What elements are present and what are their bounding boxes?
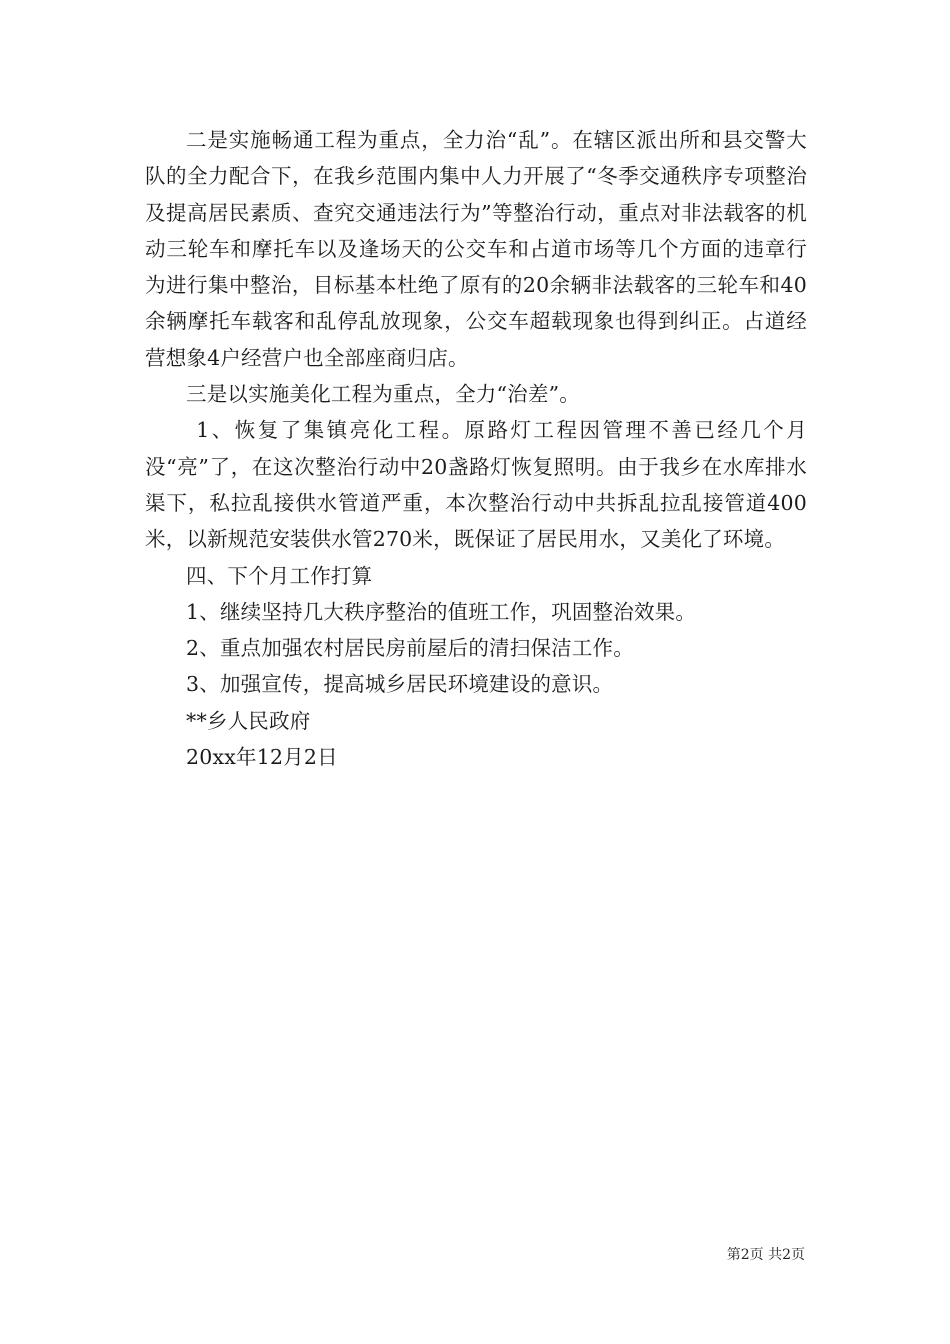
- page-number-footer: 第2页 共2页: [726, 1247, 805, 1263]
- paragraph-plan-item-1: 1、继续坚持几大秩序整治的值班工作，巩固整治效果。: [186, 599, 697, 624]
- paragraph-plan-item-2: 2、重点加强农村居民房前屋后的清扫保洁工作。: [186, 636, 634, 661]
- paragraph-next-month-heading: 四、下个月工作打算: [186, 563, 373, 588]
- paragraph-traffic-order: 二是实施畅通工程为重点，全力治“乱”。在辖区派出所和县交警大队的全力配合下，在我乡范围内集中人力开展了“冬季交通秩序专项整治及提高居民素质、查究交通违法行为”等整治行动，重点对非法载客的机动三轮车和摩托车以及逢场天的公交车和占道市场等几个方面的违章行为进行集中整治，目标基本杜绝了原有的20余辆非法载客的三轮车和40余辆摩托车载客和乱停乱放现象，公交车超载现象也得到纠正。占道经营想象4户经营户也全部座商归店。: [145, 128, 807, 370]
- paragraph-lighting-project: 1、恢复了集镇亮化工程。原路灯工程因管理不善已经几个月没“亮”了，在这次整治行动中20盏路灯恢复照明。由于我乡在水库排水渠下，私拉乱接供水管道严重，本次整治行动中共拆乱拉乱接管道400米，以新规范安装供水管270米，既保证了居民用水，又美化了环境。: [145, 418, 807, 552]
- paragraph-beautification-heading: 三是以实施美化工程为重点，全力“治差”。: [186, 382, 580, 407]
- document-body: [145, 122, 807, 775]
- paragraph-plan-item-3: 3、加强宣传，提高城乡居民环境建设的意识。: [186, 672, 614, 697]
- signature-organization: **乡人民政府: [186, 708, 311, 733]
- signature-date: 20xx年12月2日: [186, 745, 338, 770]
